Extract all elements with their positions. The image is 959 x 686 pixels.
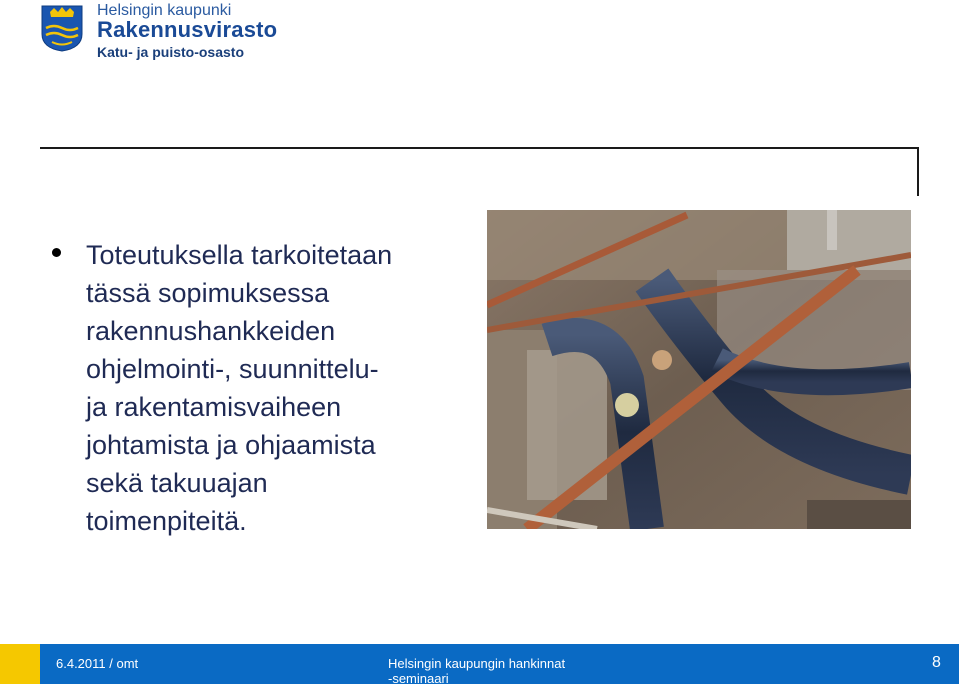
slide-header xyxy=(0,0,959,70)
header-divider xyxy=(40,147,919,149)
org-name: Rakennusvirasto xyxy=(97,17,278,42)
org-city: Helsingin kaupunki xyxy=(97,2,232,19)
org-unit: Katu- ja puisto-osasto xyxy=(97,44,245,60)
footer-date: 6.4.2011 / omt xyxy=(56,656,139,671)
page-number: 8 xyxy=(932,654,941,671)
footer-title: Helsingin kaupungin hankinnat -seminaari xyxy=(388,656,566,686)
header-divider-corner xyxy=(917,147,919,196)
bullet-marker xyxy=(52,248,61,257)
bullet-text: Toteutuksella tarkoitetaan tässä sopimuksessa rakennushankkeiden ohjelmointi-, suunnittelu- ja rakentamisvaiheen johtamista ja ohjaamista sekä takuuajan toimenpiteitä. xyxy=(86,240,393,536)
pipe-excavation-photo xyxy=(487,210,911,529)
helsinki-crest-icon xyxy=(40,4,84,52)
footer-accent-bar xyxy=(0,644,40,684)
